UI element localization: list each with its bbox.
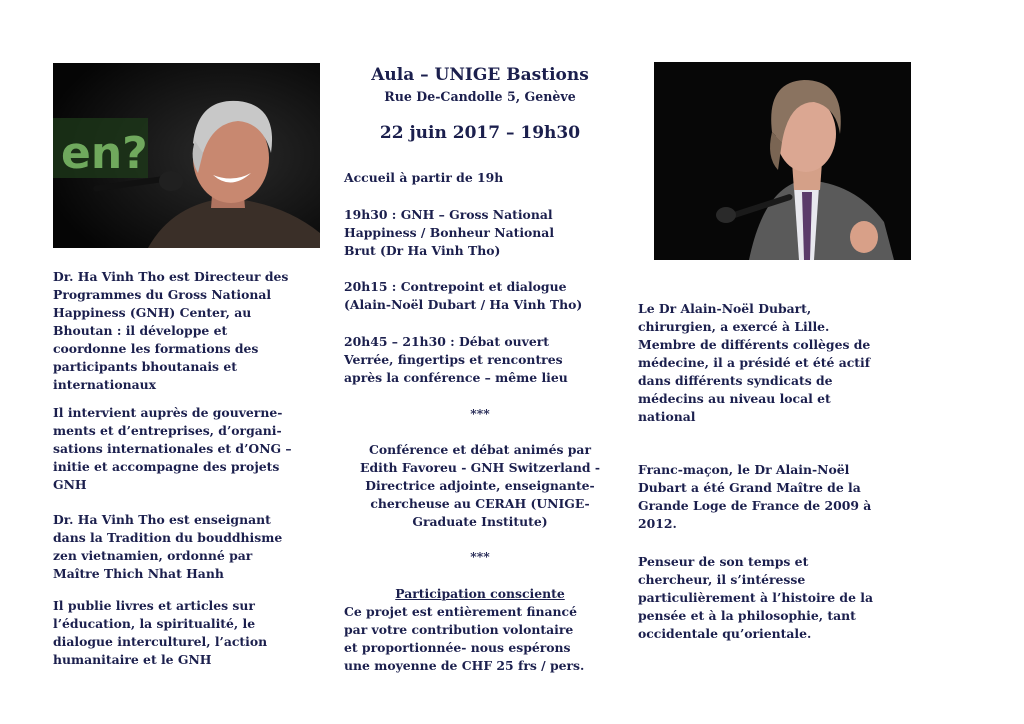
line: national	[638, 409, 696, 424]
line: Happiness / Bonheur National	[344, 225, 555, 240]
line: médecine, il a présidé et été actif	[638, 355, 871, 370]
program-item-3	[344, 333, 568, 387]
bio-ha-vinh-tho-2	[53, 404, 292, 494]
line: chirurgien, a exercé à Lille.	[638, 319, 830, 334]
line: coordonne les formations des	[53, 341, 259, 356]
participation-text	[344, 603, 584, 675]
bio-dubart-1	[638, 300, 870, 426]
line: médecins au niveau local et	[638, 391, 831, 406]
line: dialogue interculturel, l’action	[53, 634, 268, 649]
line: Dr. Ha Vinh Tho est enseignant	[53, 512, 271, 527]
line: Bhoutan : il développe et	[53, 323, 228, 338]
photo-alain-noel-dubart	[654, 62, 911, 260]
event-date-time: 22 juin 2017 – 19h30	[379, 123, 581, 143]
line: Ce projet est entièrement financé	[344, 604, 577, 619]
program-item-1	[344, 206, 554, 260]
line: dans la Tradition du bouddhisme	[53, 530, 283, 545]
separator: ***	[470, 406, 490, 421]
line: Franc-maçon, le Dr Alain-Noël	[638, 462, 850, 477]
line: Grande Loge de France de 2009 à	[638, 498, 872, 513]
line: par votre contribution volontaire	[344, 622, 574, 637]
line: Brut (Dr Ha Vinh Tho)	[344, 243, 501, 258]
bio-ha-vinh-tho-4	[53, 597, 267, 669]
line: 20h45 – 21h30 : Débat ouvert	[344, 334, 549, 349]
venue-title: Aula – UNIGE Bastions	[371, 65, 589, 85]
line: occidentale qu’orientale.	[638, 626, 812, 641]
venue-address: Rue De-Candolle 5, Genève	[384, 89, 576, 104]
line: Dubart a été Grand Maître de la	[638, 480, 861, 495]
bio-dubart-3	[638, 553, 873, 643]
line: Conférence et débat animés par	[369, 442, 591, 457]
line: Directrice adjointe, enseignante-	[365, 478, 595, 493]
program-item-2	[344, 278, 582, 314]
line: Programmes du Gross National	[53, 287, 272, 302]
line: Le Dr Alain-Noël Dubart,	[638, 301, 812, 316]
separator: ***	[470, 549, 490, 564]
line: particulièrement à l’histoire de la	[638, 590, 874, 605]
line: 2012.	[638, 516, 677, 531]
line: pensée et à la philosophie, tant	[638, 608, 856, 623]
line: dans différents syndicats de	[638, 373, 833, 388]
bio-ha-vinh-tho-3	[53, 511, 282, 583]
line: Il intervient auprès de gouverne-	[53, 405, 283, 420]
line: Graduate Institute)	[412, 514, 548, 529]
line: Membre de différents collèges de	[638, 337, 871, 352]
line: l’éducation, la spiritualité, le	[53, 616, 256, 631]
line: Penseur de son temps et	[638, 554, 809, 569]
line: Dr. Ha Vinh Tho est Directeur des	[53, 269, 289, 284]
line: humanitaire et le GNH	[53, 652, 212, 667]
line: chercheuse au CERAH (UNIGE-	[370, 496, 590, 511]
line: zen vietnamien, ordonné par	[53, 548, 253, 563]
backdrop-text: en?	[61, 128, 148, 179]
photo-ha-vinh-tho	[53, 63, 320, 248]
line: sations internationales et d’ONG –	[53, 441, 292, 456]
welcome-time: Accueil à partir de 19h	[344, 170, 504, 185]
line: Happiness (GNH) Center, au	[53, 305, 252, 320]
line: Edith Favoreu - GNH Switzerland -	[360, 460, 600, 475]
line: Verrée, fingertips et rencontres	[344, 352, 563, 367]
line: ments et d’entreprises, d’organi-	[53, 423, 282, 438]
participation-title: Participation consciente	[395, 586, 565, 601]
line: 19h30 : GNH – Gross National	[344, 207, 553, 222]
line: 20h15 : Contrepoint et dialogue	[344, 279, 567, 294]
line: initie et accompagne des projets	[53, 459, 280, 474]
line: internationaux	[53, 377, 157, 392]
line: une moyenne de CHF 25 frs / pers.	[344, 658, 585, 673]
line: (Alain-Noël Dubart / Ha Vinh Tho)	[344, 297, 583, 312]
line: participants bhoutanais et	[53, 359, 237, 374]
moderation-block	[330, 441, 630, 531]
line: après la conférence – même lieu	[344, 370, 568, 385]
line: chercheur, il s’intéresse	[638, 572, 806, 587]
line: GNH	[53, 477, 87, 492]
line: Maître Thich Nhat Hanh	[53, 566, 224, 581]
bio-dubart-2	[638, 461, 871, 533]
line: Il publie livres et articles sur	[53, 598, 255, 613]
bio-ha-vinh-tho-1	[53, 268, 288, 394]
line: et proportionnée- nous espérons	[344, 640, 571, 655]
